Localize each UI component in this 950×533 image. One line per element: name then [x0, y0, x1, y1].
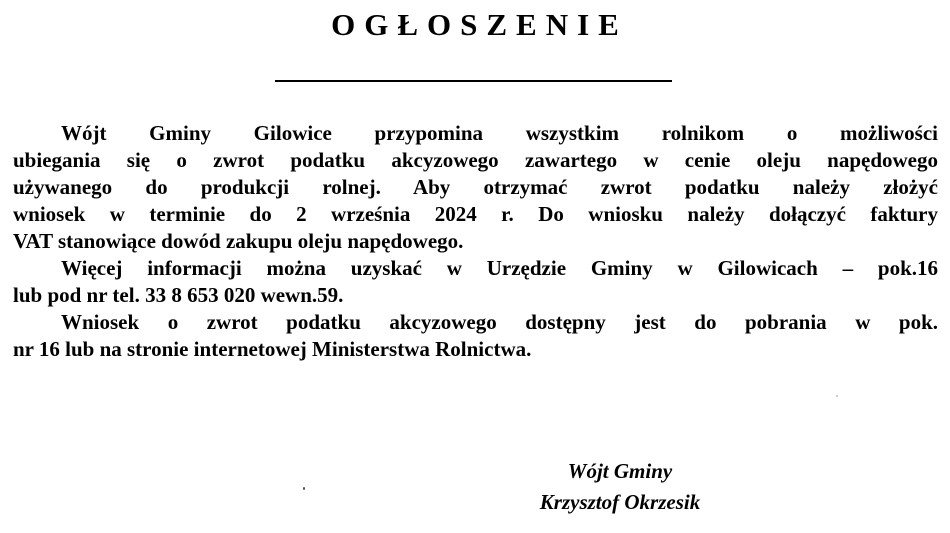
scan-speck [303, 487, 305, 490]
paragraph-line: Wójt Gminy Gilowice przypomina wszystkim rolnikom o możliwości [61, 121, 938, 145]
paragraph-line: nr 16 lub na stronie internetowej Ministerstwa Rolnictwa. [13, 337, 532, 361]
notice-title: OGŁOSZENIE [331, 7, 628, 42]
title-underline [275, 80, 672, 82]
paragraph-line: ubiegania się o zwrot podatku akcyzowego zawartego w cenie oleju napędowego [13, 148, 938, 172]
scan-speck [836, 395, 838, 397]
paragraph-application-form [13, 309, 938, 363]
signature-name: Krzysztof Okrzesik [539, 490, 701, 514]
paragraph-contact [13, 255, 938, 309]
paragraph-line: używanego do produkcji rolnej. Aby otrzymać zwrot podatku należy złożyć [13, 175, 938, 199]
paragraph-line: wniosek w terminie do 2 września 2024 r. Do wniosku należy dołączyć faktury [13, 202, 938, 226]
paragraph-reminder [13, 120, 938, 255]
signature-position: Wójt Gminy [567, 459, 673, 483]
paragraph-line: Więcej informacji można uzyskać w Urzędzie Gminy w Gilowicach – pok.16 [61, 256, 938, 280]
paragraph-line: lub pod nr tel. 33 8 653 020 wewn.59. [13, 283, 344, 307]
paragraph-line: Wniosek o zwrot podatku akcyzowego dostępny jest do pobrania w pok. [61, 310, 938, 334]
signature-block [500, 456, 740, 518]
paragraph-line: VAT stanowiące dowód zakupu oleju napędowego. [13, 229, 464, 253]
notice-body [13, 120, 938, 363]
